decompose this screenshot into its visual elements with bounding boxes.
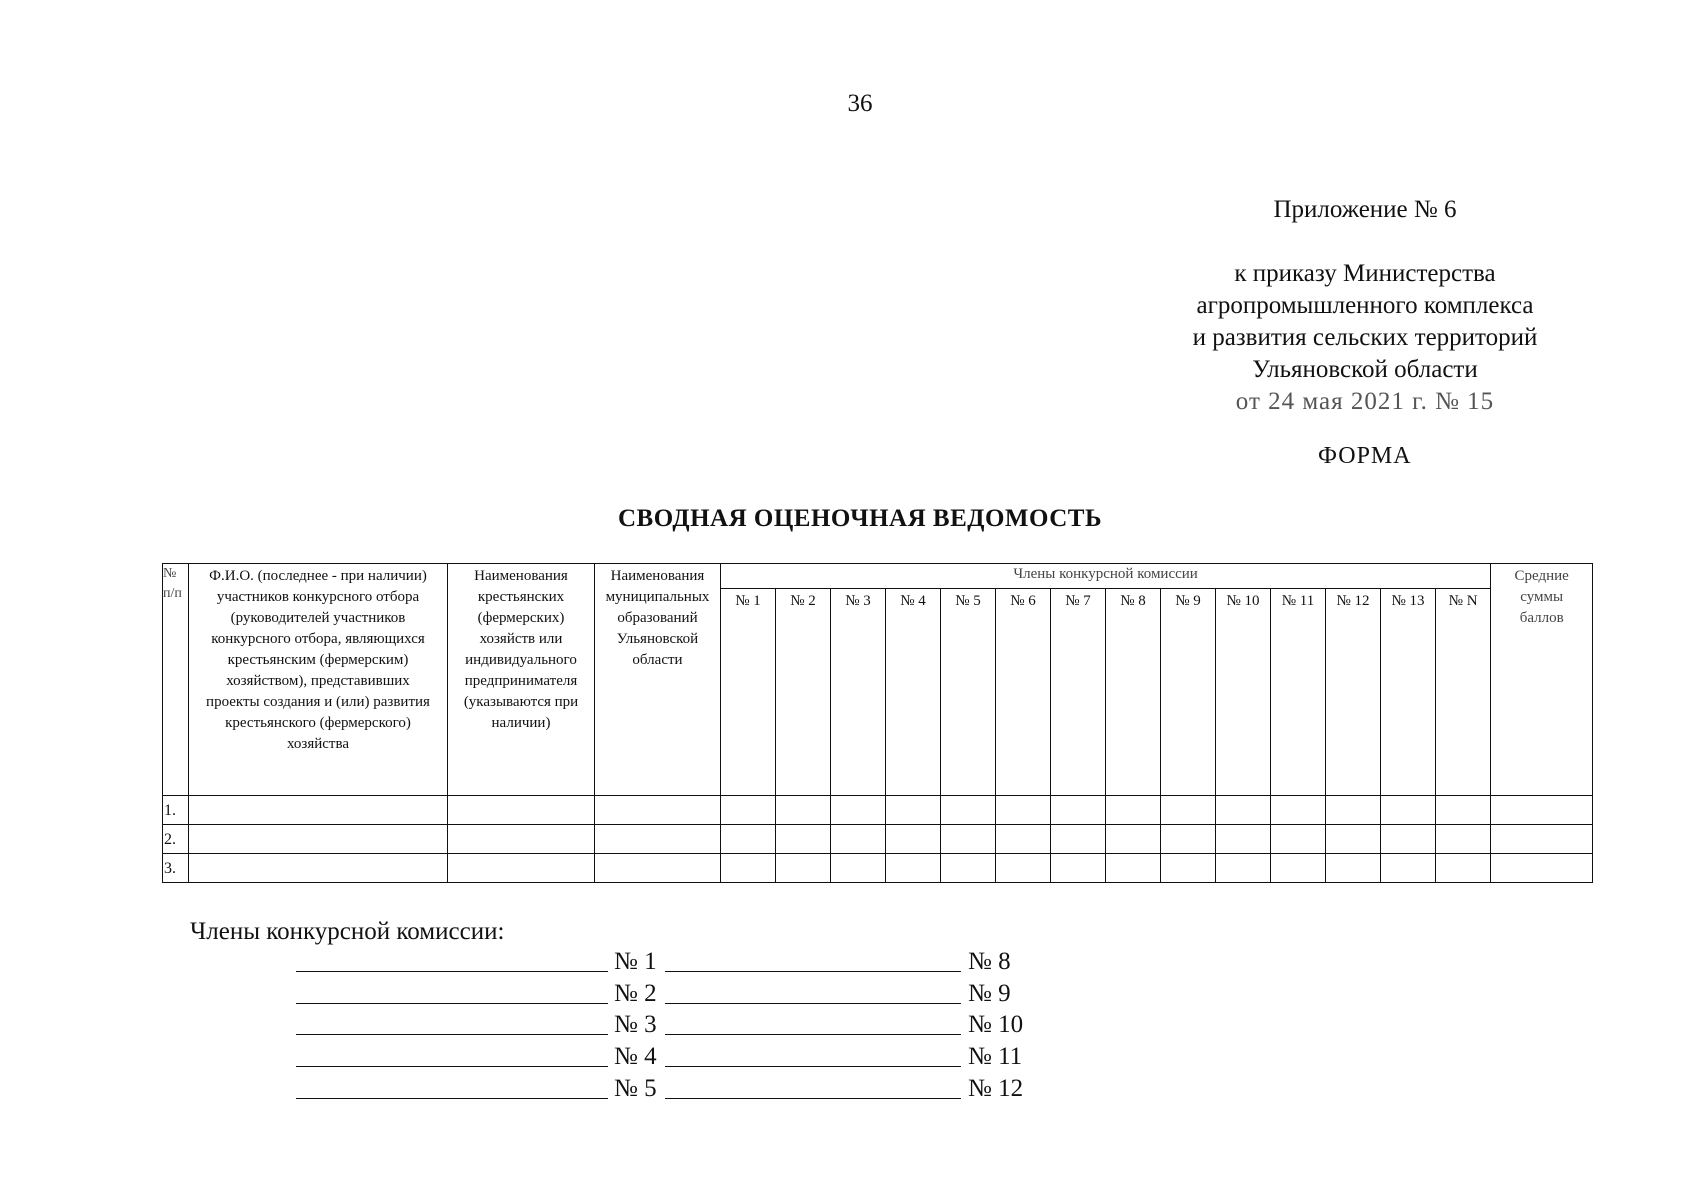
table-cell	[886, 825, 941, 854]
header-member-col: № 11	[1271, 589, 1326, 796]
table-cell	[1491, 854, 1593, 883]
table-cell	[189, 796, 448, 825]
table-cell	[448, 825, 595, 854]
table-cell	[1436, 854, 1491, 883]
order-line: и развития сельских территорий	[1192, 324, 1538, 351]
table-cell	[448, 796, 595, 825]
signature-number: № 11	[968, 1043, 1023, 1070]
order-line: агропромышленного комплекса	[1196, 292, 1534, 319]
order-line: Ульяновской области	[1252, 356, 1478, 383]
table-cell	[996, 825, 1051, 854]
signature-number: № 5	[614, 1075, 657, 1102]
table-cell	[776, 854, 831, 883]
signature-number: № 10	[968, 1011, 1024, 1038]
table-cell	[831, 796, 886, 825]
table-cell	[1051, 796, 1106, 825]
document-title: СВОДНАЯ ОЦЕНОЧНАЯ ВЕДОМОСТЬ	[617, 505, 1103, 532]
table-cell	[1271, 796, 1326, 825]
header-participant-name: Ф.И.О. (последнее - при наличии) участников конкурсного отбора (руководителей участников конкурсного отбора, являющихся крестьянским (фермерским) хозяйством), представивших проекты создания и (или) развития крестьянского (фермерского) хозяйства	[189, 564, 448, 796]
page-number: 36	[847, 90, 873, 117]
signature-number: № 2	[614, 980, 657, 1007]
summary-sheet-table-container	[162, 563, 1592, 883]
table-cell	[776, 796, 831, 825]
table-cell	[1161, 854, 1216, 883]
signature-row	[296, 1073, 1056, 1103]
signature-number: № 1	[614, 948, 657, 975]
header-member-col: № 12	[1326, 589, 1381, 796]
table-cell	[1051, 825, 1106, 854]
summary-sheet-table	[162, 563, 1593, 883]
table-cell	[1381, 854, 1436, 883]
table-cell	[1381, 796, 1436, 825]
table-cell	[1381, 825, 1436, 854]
order-reference	[1180, 258, 1550, 418]
table-cell	[1106, 796, 1161, 825]
row-number: 1.	[163, 796, 189, 825]
order-line: к приказу Министерства	[1234, 260, 1496, 287]
signature-line	[665, 1003, 961, 1004]
table-cell	[1106, 854, 1161, 883]
table-cell	[189, 854, 448, 883]
table-cell	[595, 825, 721, 854]
header-member-col: № 6	[996, 589, 1051, 796]
table-cell	[1216, 854, 1271, 883]
table-cell	[1491, 796, 1593, 825]
header-row-number: № п/п	[163, 564, 189, 796]
table-header-row	[163, 564, 1593, 589]
signature-line	[665, 1066, 961, 1067]
header-member-col: № 10	[1216, 589, 1271, 796]
signature-number: № 3	[614, 1011, 657, 1038]
table-cell	[189, 825, 448, 854]
header-member-col: № 9	[1161, 589, 1216, 796]
signature-number: № 12	[968, 1075, 1024, 1102]
table-row	[163, 796, 1593, 825]
table-cell	[595, 796, 721, 825]
table-cell	[448, 854, 595, 883]
header-member-col: № 1	[721, 589, 776, 796]
signature-row	[296, 1009, 1056, 1039]
table-cell	[721, 796, 776, 825]
table-cell	[1271, 854, 1326, 883]
table-cell	[1216, 796, 1271, 825]
signature-line	[665, 971, 961, 972]
row-number: 2.	[163, 825, 189, 854]
table-cell	[1326, 796, 1381, 825]
table-cell	[996, 854, 1051, 883]
header-member-col: № N	[1436, 589, 1491, 796]
signature-row	[296, 1041, 1056, 1071]
table-cell	[1106, 825, 1161, 854]
signature-line	[296, 1034, 608, 1035]
header-member-col: № 4	[886, 589, 941, 796]
table-cell	[1326, 854, 1381, 883]
signature-line	[296, 1098, 608, 1099]
signature-line	[296, 971, 608, 972]
table-cell	[1436, 825, 1491, 854]
signature-row	[296, 946, 1056, 976]
header-member-col: № 7	[1051, 589, 1106, 796]
table-cell	[941, 854, 996, 883]
header-member-col: № 2	[776, 589, 831, 796]
order-date-line: от 24 мая 2021 г. № 15	[1235, 388, 1495, 415]
header-municipalities: Наименования муниципальных образований Ульяновской области	[595, 564, 721, 796]
header-member-col: № 5	[941, 589, 996, 796]
header-member-col: № 8	[1106, 589, 1161, 796]
table-cell	[941, 825, 996, 854]
table-cell	[1491, 825, 1593, 854]
table-cell	[941, 796, 996, 825]
table-cell	[1051, 854, 1106, 883]
table-cell	[996, 796, 1051, 825]
signature-line	[665, 1034, 961, 1035]
signature-line	[296, 1066, 608, 1067]
table-cell	[721, 825, 776, 854]
table-cell	[1161, 825, 1216, 854]
form-label: ФОРМА	[1318, 443, 1412, 469]
table-cell	[831, 854, 886, 883]
appendix-title: Приложение № 6	[1273, 196, 1457, 223]
table-row	[163, 854, 1593, 883]
table-cell	[831, 825, 886, 854]
commission-members-label: Члены конкурсной комиссии:	[190, 918, 505, 945]
signature-number: № 9	[968, 980, 1011, 1007]
header-member-col: № 3	[831, 589, 886, 796]
header-commission-members: Члены конкурсной комиссии	[721, 564, 1491, 589]
table-cell	[1161, 796, 1216, 825]
row-number: 3.	[163, 854, 189, 883]
table-cell	[776, 825, 831, 854]
table-cell	[886, 796, 941, 825]
table-row	[163, 825, 1593, 854]
signature-number: № 4	[614, 1043, 657, 1070]
signature-line	[665, 1098, 961, 1099]
signature-row	[296, 978, 1056, 1008]
table-cell	[1271, 825, 1326, 854]
table-cell	[1216, 825, 1271, 854]
header-farm-names: Наименования крестьянских (фермерских) хозяйств или индивидуального предпринимателя (указываются при наличии)	[448, 564, 595, 796]
table-cell	[721, 854, 776, 883]
table-cell	[1436, 796, 1491, 825]
table-cell	[886, 854, 941, 883]
table-cell	[595, 854, 721, 883]
signature-number: № 8	[968, 948, 1011, 975]
header-member-col: № 13	[1381, 589, 1436, 796]
header-average-score: Средние суммы баллов	[1491, 564, 1593, 796]
signature-line	[296, 1003, 608, 1004]
table-cell	[1326, 825, 1381, 854]
